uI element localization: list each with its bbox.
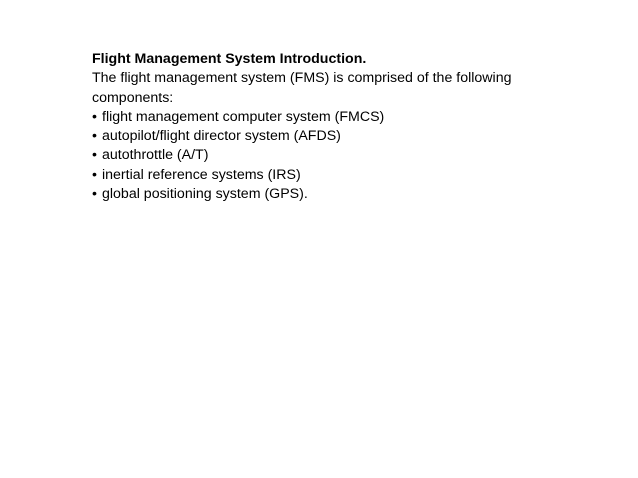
list-item [92,108,612,127]
list-item-text: flight management computer system (FMCS) [102,108,385,125]
list-item-text: autopilot/flight director system (AFDS) [102,128,341,145]
list-item-text: global positioning system (GPS). [102,186,308,203]
list-item-text: autothrottle (A/T) [102,147,209,164]
intro-text-line-2: components: [92,89,174,106]
list-item [92,146,612,165]
bullet-icon: • [92,186,97,203]
bullet-icon: • [92,108,97,125]
bullet-icon: • [92,128,97,145]
component-list [92,108,612,204]
list-item-text: inertial reference systems (IRS) [102,166,301,183]
bullet-icon: • [92,166,97,183]
bullet-icon: • [92,147,97,164]
slide-title: Flight Management System Introduction. [92,51,367,67]
slide-text-block [92,50,612,204]
list-item [92,185,612,204]
list-item [92,166,612,185]
intro-text-line-1: The flight management system (FMS) is comprised of the following [92,70,512,87]
list-item [92,127,612,146]
